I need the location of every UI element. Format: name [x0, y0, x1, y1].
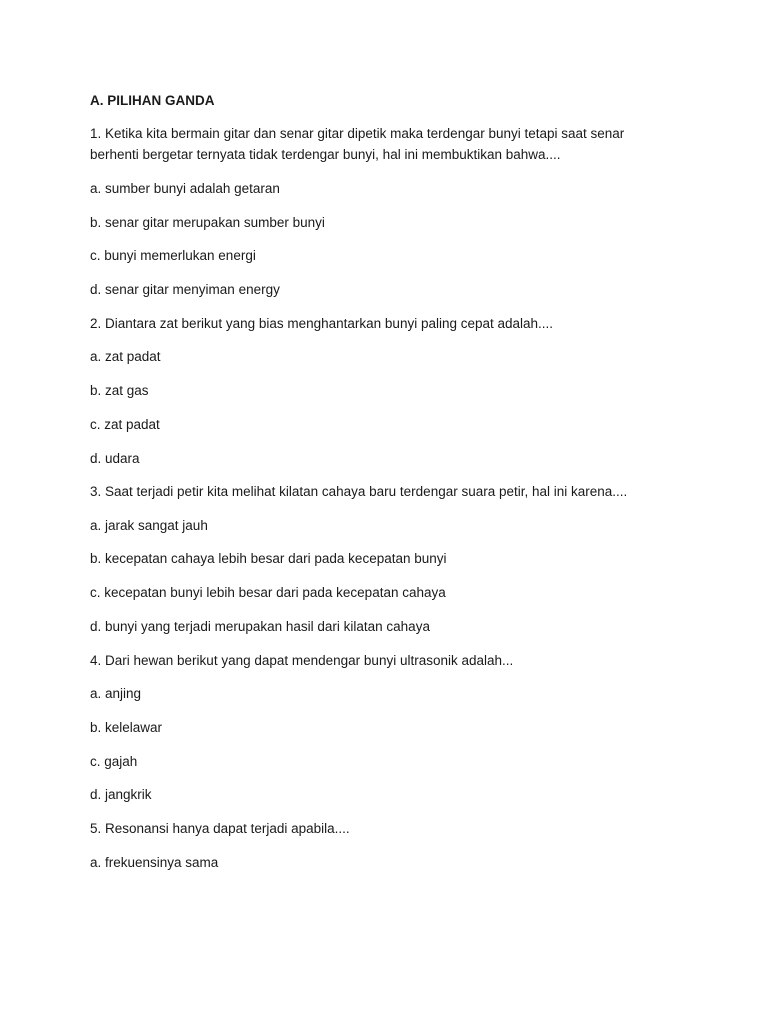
- option-4c: c. gajah: [90, 754, 138, 769]
- question-text-line: 1. Ketika kita bermain gitar dan senar gitar dipetik maka terdengar bunyi tetapi saat senar: [90, 126, 625, 141]
- option-5a: a. frekuensinya sama: [90, 855, 219, 870]
- question-5: 5. Resonansi hanya dapat terjadi apabila....: [90, 821, 350, 836]
- option-4d: d. jangkrik: [90, 787, 152, 802]
- option-4a: a. anjing: [90, 686, 142, 701]
- option-2d: d. udara: [90, 451, 140, 466]
- option-4b: b. kelelawar: [90, 720, 163, 735]
- option-3d: d. bunyi yang terjadi merupakan hasil dari kilatan cahaya: [90, 619, 430, 634]
- option-1a: a. sumber bunyi adalah getaran: [90, 181, 280, 196]
- option-1b: b. senar gitar merupakan sumber bunyi: [90, 215, 325, 230]
- question-text-line: berhenti bergetar ternyata tidak terdengar bunyi, hal ini membuktikan bahwa....: [90, 147, 561, 162]
- option-3c: c. kecepatan bunyi lebih besar dari pada kecepatan cahaya: [90, 585, 446, 600]
- option-2a: a. zat padat: [90, 349, 161, 364]
- option-1c: c. bunyi memerlukan energi: [90, 248, 256, 263]
- option-1d: d. senar gitar menyiman energy: [90, 282, 280, 297]
- option-2c: c. zat padat: [90, 417, 160, 432]
- question-1: [90, 123, 690, 165]
- question-3: 3. Saat terjadi petir kita melihat kilatan cahaya baru terdengar suara petir, hal ini karena....: [90, 484, 628, 499]
- option-3a: a. jarak sangat jauh: [90, 518, 208, 533]
- option-3b: b. kecepatan cahaya lebih besar dari pada kecepatan bunyi: [90, 551, 447, 566]
- section-title: A. PILIHAN GANDA: [90, 93, 215, 108]
- question-2: 2. Diantara zat berikut yang bias menghantarkan bunyi paling cepat adalah....: [90, 316, 554, 331]
- option-2b: b. zat gas: [90, 383, 149, 398]
- question-4: 4. Dari hewan berikut yang dapat mendengar bunyi ultrasonik adalah...: [90, 653, 514, 668]
